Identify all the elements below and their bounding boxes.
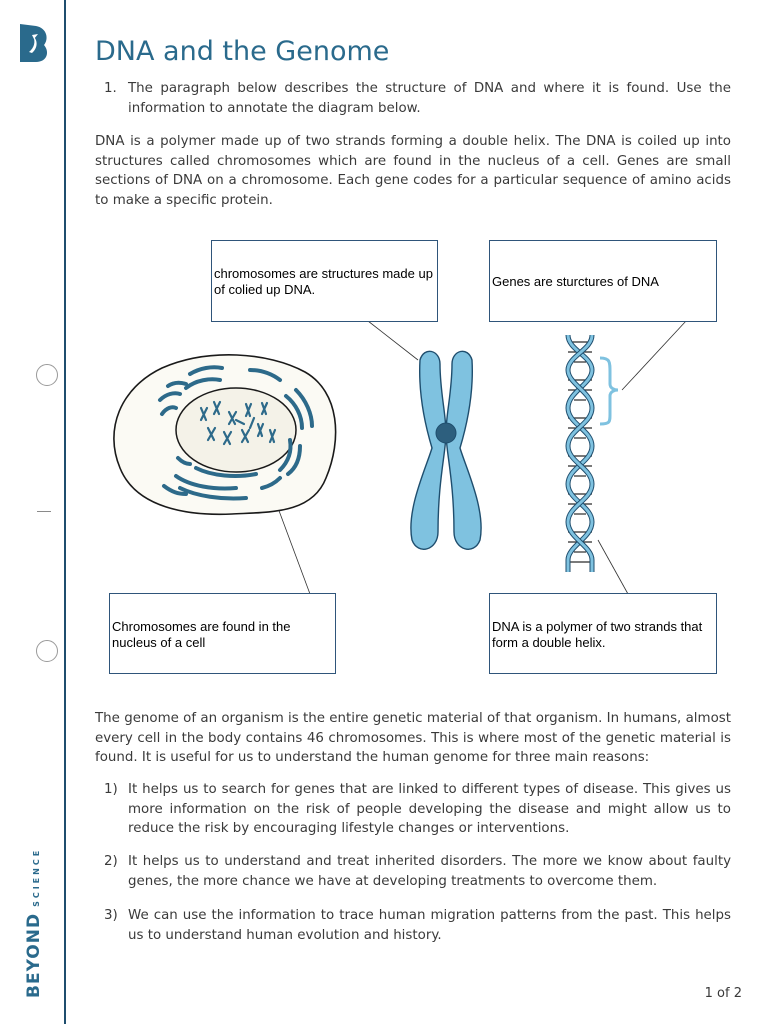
page-number: 1 of 2 xyxy=(704,986,742,1001)
dna-helix-illustration xyxy=(568,335,618,572)
reason-text: It helps us to search for genes that are linked to different types of disease. This gives us more information on the risk of people developing the disease and might allow us to reduce the risk by encouraging lifestyle changes or interventions. xyxy=(128,782,731,836)
reason-text: We can use the information to trace human migration patterns from the past. This helps us to understand human evolution and history. xyxy=(128,908,731,943)
annotation-box-dna[interactable] xyxy=(489,593,717,674)
question-text: The paragraph below describes the structure of DNA and where it is found. Use the information to annotate the diagram below. xyxy=(128,81,731,116)
reason-number: 1) xyxy=(104,782,118,797)
nucleus-illustration xyxy=(176,388,296,472)
brand-word-beyond: BEYOND xyxy=(24,912,44,998)
chromosome-illustration xyxy=(411,351,481,549)
reason-number: 2) xyxy=(104,854,118,869)
gene-brace xyxy=(600,358,618,424)
annotation-text-chromosome: chromosomes are structures made up of colied up DNA. xyxy=(214,266,433,297)
reason-text: It helps us to understand and treat inherited disorders. The more we know about faulty genes, the more chance we have at developing treatments to overcome them. xyxy=(128,854,731,889)
annotation-text-nucleus: Chromosomes are found in the nucleus of a cell xyxy=(112,619,291,650)
leader-line-chromosome xyxy=(368,321,418,360)
reason-number: 3) xyxy=(104,908,118,923)
annotation-box-nucleus[interactable] xyxy=(109,593,336,674)
leader-line-dna xyxy=(598,540,628,594)
genome-paragraph: The genome of an organism is the entire genetic material of that organism. In humans, almost every cell in the body contains 46 chromosomes. This is where most of the genetic material is found. It is useful for us to understand the human genome for three main reasons: xyxy=(95,711,731,765)
annotation-text-genes: Genes are sturctures of DNA xyxy=(492,274,659,289)
annotation-box-chromosome[interactable] xyxy=(211,240,438,322)
brand-word-science: SCIENCE xyxy=(32,847,41,907)
leader-line-genes xyxy=(622,321,686,390)
cell-illustration xyxy=(114,355,336,514)
question-number: 1. xyxy=(104,81,117,96)
annotation-text-dna: DNA is a polymer of two strands that form a double helix. xyxy=(492,619,703,650)
annotation-box-genes[interactable] xyxy=(489,240,717,322)
page-title: DNA and the Genome xyxy=(95,36,390,67)
intro-paragraph: DNA is a polymer made up of two strands forming a double helix. The DNA is coiled up into structures called chromosomes which are found in the nucleus of a cell. Genes are small sections of DNA on a chromosome. Each gene codes for a particular sequence of amino acids to make a specific protein. xyxy=(95,134,731,208)
